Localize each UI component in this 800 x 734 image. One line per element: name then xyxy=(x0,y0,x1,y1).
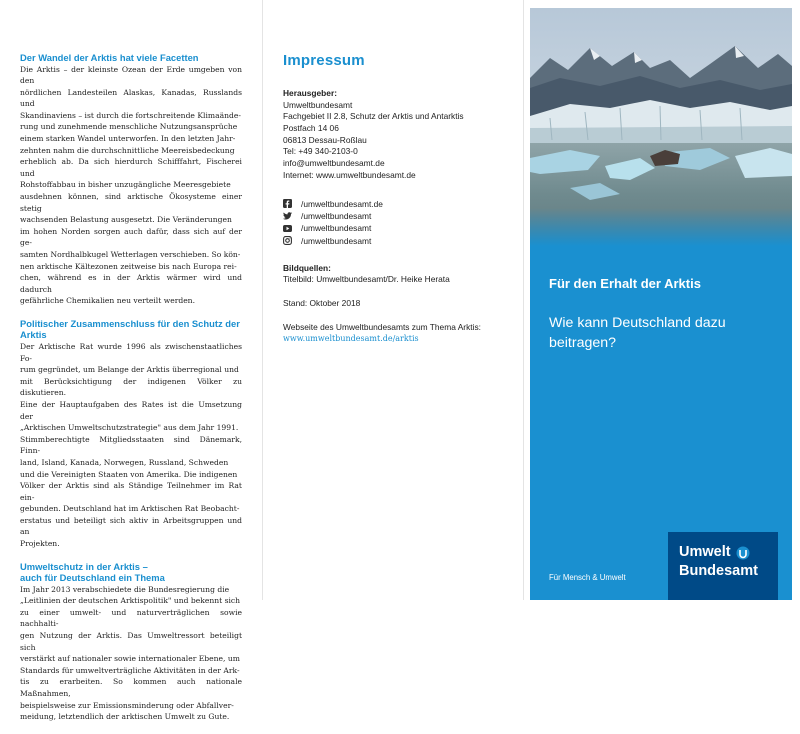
facebook-icon xyxy=(283,199,292,208)
section-text-line: erheblich ab. Da sich hierdurch Schifffahrt, Fischerei und xyxy=(20,157,242,178)
logo-line1: Umwelt xyxy=(679,544,731,560)
left-panel xyxy=(20,52,242,734)
section-text-line: verstärkt auf nationaler sowie internationaler Ebene, um xyxy=(20,654,240,664)
section-text-line: Projekten. xyxy=(20,539,60,549)
social-facebook[interactable] xyxy=(283,197,498,209)
social-block xyxy=(283,197,498,247)
section-text-line: gen Nutzung der Arktis. Das Umweltressort beteiligt sich xyxy=(20,631,242,652)
section-text-line: „Leitlinien der deutschen Arktispolitik" und bekennt sich xyxy=(20,596,241,606)
address-line: Umweltbundesamt xyxy=(283,99,353,110)
section-wandel xyxy=(20,52,242,307)
section-title: Umweltschutz in der Arktis – xyxy=(20,560,148,572)
section-title-line2: auch für Deutschland ein Thema xyxy=(20,572,165,584)
herausgeber-block xyxy=(283,88,498,181)
arktis-link[interactable]: www.umweltbundesamt.de/arktis xyxy=(283,334,419,344)
phone-line: Tel: +49 340-2103-0 xyxy=(283,146,358,157)
section-text-line: chen, während es in der Arktis wärmer wird und dadurch xyxy=(20,273,242,294)
web-text: Webseite des Umweltbundesamts zum Thema Arktis: xyxy=(283,321,481,332)
section-text-line: Der Arktische Rat wurde 1996 als zwischenstaatliches Fo- xyxy=(20,341,242,363)
social-instagram[interactable] xyxy=(283,235,498,247)
arctic-glacier-photo xyxy=(530,8,792,246)
section-text-line: land, Island, Kanada, Norwegen, Russland, Schweden xyxy=(20,457,229,467)
email-line: info@umweltbundesamt.de xyxy=(283,158,385,169)
section-title: Politischer Zusammenschluss für den Schutz der Arktis xyxy=(20,317,240,341)
section-text-line: Im Jahr 2013 verabschiedete die Bundesregierung die xyxy=(20,584,230,594)
section-text-line: erstatus und beteiligt sich aktiv in Arbeitsgruppen und an xyxy=(20,515,242,537)
section-text-line: tis zu erarbeiten. So kommen auch nationale Maßnahmen, xyxy=(20,677,242,698)
section-zusammenschluss xyxy=(20,318,242,550)
section-text-line: gefährliche Chemikalien neu verteilt werden. xyxy=(20,296,195,306)
section-text-line: Skandinaviens – ist durch die fortschreitende Klimaände- xyxy=(20,110,241,120)
social-handle: /umweltbundesamt xyxy=(301,235,372,246)
social-handle: /umweltbundesamt xyxy=(301,223,372,234)
cover-panel xyxy=(530,8,792,600)
section-text-line: „Arktischen Umweltschutzstrategie" aus dem Jahr 1991. xyxy=(20,423,239,433)
section-text-line: samten Nordhalbkugel Wetterlagen verschieben. So kön- xyxy=(20,250,241,259)
section-text-line: im hohen Norden sorgen auch dafür, dass sich auf der ge- xyxy=(20,226,242,248)
section-body xyxy=(20,341,242,550)
cover-subtitle xyxy=(549,314,779,353)
logo-line2: Bundesamt xyxy=(679,563,758,579)
bildquellen-text: Titelbild: Umweltbundesamt/Dr. Heike Herata xyxy=(283,274,450,285)
fold-line xyxy=(523,0,524,600)
section-text-line: ausdehnen können, sind arktische Ökosysteme einer stetig xyxy=(20,192,242,213)
section-text-line: rung und zunehmende menschliche Nutzungsansprüche xyxy=(20,122,238,132)
impressum-title: Impressum xyxy=(283,52,365,69)
section-text-line: Standards für umweltverträgliche Aktivitäten in der Ark- xyxy=(20,665,240,675)
uba-logo xyxy=(668,532,778,600)
herausgeber-label: Herausgeber: xyxy=(283,88,337,98)
section-body xyxy=(20,64,242,307)
section-text-line: beispielsweise zur Emissionsminderung oder Abfallver- xyxy=(20,700,234,710)
cover-tagline: Für Mensch & Umwelt xyxy=(549,573,626,582)
twitter-icon xyxy=(283,212,292,221)
section-text-line: Stimmberechtigte Mitgliedsstaaten sind Dänemark, Finn- xyxy=(20,434,242,456)
fold-line xyxy=(262,0,263,600)
instagram-icon xyxy=(283,236,292,245)
cover-subtitle-line: beitragen? xyxy=(549,334,617,351)
section-text-line: gebunden. Deutschland hat im Arktischen Rat Beobacht- xyxy=(20,504,240,514)
bildquellen-block xyxy=(283,263,498,286)
cover-title: Für den Erhalt der Arktis xyxy=(549,276,701,291)
section-text-line: Eine der Hauptaufgaben des Rates ist die Umsetzung der xyxy=(20,399,242,421)
youtube-icon xyxy=(283,224,292,233)
section-text-line: rum gegründet, um Belange der Arktis überregional und xyxy=(20,365,239,375)
address-line: 06813 Dessau-Roßlau xyxy=(283,134,367,145)
cover-subtitle-line: Wie kann Deutschland dazu xyxy=(549,315,726,331)
section-text-line: und die Vereinigten Staaten von Amerika. Die indigenen xyxy=(20,469,238,479)
section-text-line: Völker der Arktis sind als Ständige Teilnehmer im Rat ein- xyxy=(20,481,242,502)
internet-line: Internet: www.umweltbundesamt.de xyxy=(283,169,416,180)
bildquellen-label: Bildquellen: xyxy=(283,262,331,273)
stand-text: Stand: Oktober 2018 xyxy=(283,298,361,309)
section-text-line: einem starken Wandel unterworfen. In den letzten Jahr- xyxy=(20,134,236,144)
section-text-line: Die Arktis – der kleinste Ozean der Erde umgeben von den xyxy=(20,64,242,86)
section-umweltschutz xyxy=(20,561,242,723)
social-youtube[interactable] xyxy=(283,222,498,234)
section-text-line: nen arktische Kältezonen zeitweise bis nach Europa rei- xyxy=(20,261,237,271)
section-title: Der Wandel der Arktis hat viele Facetten xyxy=(20,52,199,63)
logo-mark-icon xyxy=(736,545,750,559)
section-text-line: meidung, letztendlich der arktischen Umwelt zu Gute. xyxy=(20,712,230,722)
section-text-line: zehnten nahm die durchschnittliche Meereisbedeckung xyxy=(20,145,235,155)
social-handle: /umweltbundesamt.de xyxy=(301,198,383,209)
section-text-line: wachsenden Belastung ausgesetzt. Die Veränderungen xyxy=(20,215,232,225)
impressum-panel xyxy=(283,52,498,345)
social-handle: /umweltbundesamt xyxy=(301,211,372,221)
section-text-line: mit Berücksichtigung der indigenen Völker zu diskutieren. xyxy=(20,376,242,398)
section-text-line: nördlichen Landesteilen Alaskas, Kanadas, Russlands und xyxy=(20,87,242,109)
section-body xyxy=(20,584,242,723)
address-line: Fachgebiet II 2.8, Schutz der Arktis und Antarktis xyxy=(283,111,464,122)
section-text-line: zu einer umwelt- und naturverträglichen sowie nachhalti- xyxy=(20,607,242,629)
address-line: Postfach 14 06 xyxy=(283,122,339,133)
social-twitter[interactable] xyxy=(283,210,498,222)
section-text-line: Rohstoffabbau in bisher unzugängliche Meeresgebiete xyxy=(20,180,231,190)
